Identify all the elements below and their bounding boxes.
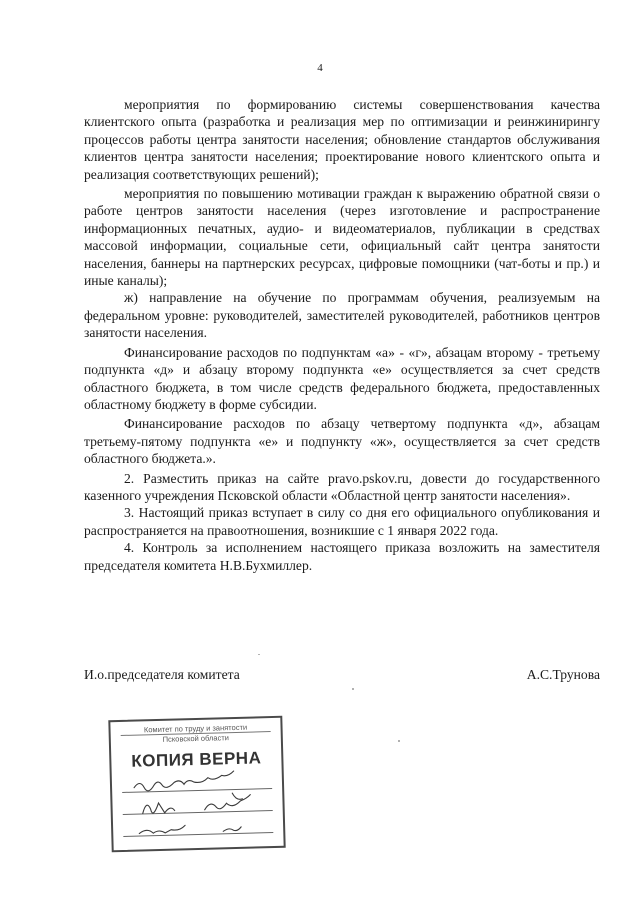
stamp-org-line-1: Комитет по труду и занятости [120,722,270,736]
scan-speck [352,688,354,690]
paragraph-customer-experience: мероприятия по формированию системы совершенствования качества клиентского опыта (разработка и реализация мер по оптимизации и реинжинирингу процессов работы центра занятости населения; обновление стандартов обслуживания клиентов центра занятости населения; проектирование нового клиентского опыта и реализация соответствующих решений); [84,97,600,182]
stamp-org-line-2: Псковской области [162,733,230,744]
paragraph-item-3-effective-date: 3. Настоящий приказ вступает в силу со дня его официального опубликования и распространяется на правоотношения, возникшие с 1 января 2022 года. [84,505,600,538]
paragraph-financing-regional: Финансирование расходов по абзацу четвертому подпункта «д», абзацам третьему-пятому подпункта «е» и подпункту «ж», осуществляется за счет средств областного бюджета.». [84,416,600,467]
signatory-role: И.о.председателя комитета [84,667,240,682]
paragraph-financing-federal: Финансирование расходов по подпунктам «а» - «г», абзацам второму - третьему подпункта «д» и абзацу второму подпункта «е» осуществляется за счет средств областного бюджета, в том числе средств федерального бюджета, предоставленных областному бюджету в форме субсидии. [84,344,600,412]
stamp-title: КОПИЯ ВЕРНА [131,748,262,771]
certified-copy-stamp [108,716,285,853]
document-body [84,96,600,574]
paragraph-training: ж) направление на обучение по программам обучения, реализуемым на федеральном уровне: руководителей, заместителей руководителей, работников центров занятости населения. [84,290,600,341]
scan-speck [258,654,260,655]
page-number: 4 [317,62,323,74]
paragraph-feedback-motivation: мероприятия по повышению мотивации граждан к выражению обратной связи о работе центров занятости населения (через изготовление и распространение информационных печатных, аудио- и видеоматериалов, публикации в средствах массовой информации, социальные сети, официальный сайт центра занятости населения, баннеры на партнерских ресурсах, цифровые помощники (чат-боты и пр.) и иные каналы); [84,186,600,289]
paragraph-item-4-control: 4. Контроль за исполнением настоящего приказа возложить на заместителя председателя комитета Н.В.Бухмиллер. [84,540,600,573]
stamp-handwriting [110,718,283,850]
paragraph-item-2-publish: 2. Разместить приказ на сайте pravo.pskov.ru, довести до государственного казенного учреждения Псковской области «Областной центр занятости населения». [84,470,600,503]
signatory-name: А.С.Трунова [526,667,600,682]
scan-speck [398,740,400,742]
